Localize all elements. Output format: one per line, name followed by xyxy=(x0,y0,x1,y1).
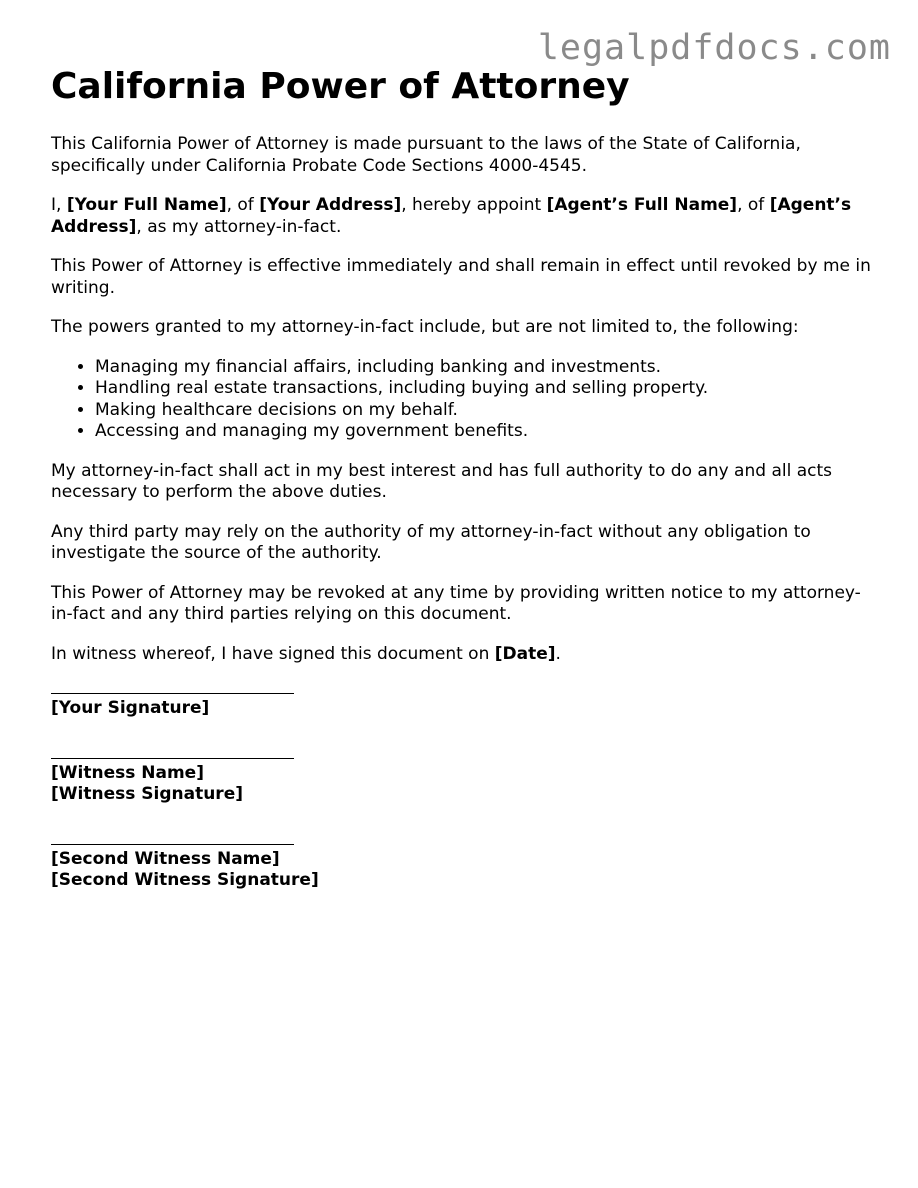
appointment-paragraph xyxy=(51,195,871,238)
list-item: • Accessing and managing my government benefits. xyxy=(95,421,871,443)
list-item: • Making healthcare decisions on my behalf. xyxy=(95,400,871,422)
signature-line xyxy=(51,758,294,759)
revocation-paragraph: This Power of Attorney may be revoked at any time by providing written notice to my attorney-in-fact and any third parties relying on this document. xyxy=(51,582,861,624)
third-party-paragraph: Any third party may rely on the authority of my attorney-in-fact without any obligation to investigate the source of the authority. xyxy=(51,521,811,563)
witness-signature-label: [Witness Signature] xyxy=(51,784,243,804)
appointment-suffix: , as my attorney-in-fact. xyxy=(136,216,342,237)
witness-clause-end: . xyxy=(555,643,561,664)
second-witness-signature-block xyxy=(51,844,871,892)
list-item: • Managing my financial affairs, including banking and investments. xyxy=(95,357,871,379)
signature-line xyxy=(51,693,294,694)
agent-address-field: [Agent’s Address] xyxy=(51,195,852,237)
your-signature-block xyxy=(51,693,871,720)
document-title: California Power of Attorney xyxy=(51,66,630,107)
powers-list xyxy=(51,357,871,443)
signature-section xyxy=(51,693,871,892)
site-watermark: legalpdfdocs.com xyxy=(537,28,891,68)
agent-full-name-field: [Agent’s Full Name] xyxy=(546,195,738,215)
signature-line xyxy=(51,844,294,845)
witness-name-label: [Witness Name] xyxy=(51,762,204,783)
appointment-of-1: , of xyxy=(226,195,254,215)
your-full-name-field: [Your Full Name] xyxy=(66,195,227,215)
effective-paragraph: This Power of Attorney is effective immediately and shall remain in effect until revoked by me in writing. xyxy=(51,256,871,298)
appointment-prefix: I, xyxy=(51,195,62,215)
your-signature-label: [Your Signature] xyxy=(51,698,210,718)
intro-paragraph: This California Power of Attorney is made pursuant to the laws of the State of California, specifically under California Probate Code Sections 4000-4545. xyxy=(51,134,801,176)
best-interest-paragraph: My attorney-in-fact shall act in my best interest and has full authority to do any and all acts necessary to perform the above duties. xyxy=(51,460,832,502)
witness-signature-block xyxy=(51,758,871,806)
witness-clause-text: In witness whereof, I have signed this document on xyxy=(51,643,490,664)
witness-clause-paragraph xyxy=(51,644,871,666)
date-field: [Date] xyxy=(494,643,556,664)
your-address-field: [Your Address] xyxy=(259,195,402,215)
second-witness-signature-label: [Second Witness Signature] xyxy=(51,870,319,890)
document-body xyxy=(51,64,871,930)
appointment-appoint-text: , hereby appoint xyxy=(401,195,542,215)
appointment-of-2: , of xyxy=(737,195,765,215)
second-witness-name-label: [Second Witness Name] xyxy=(51,848,280,869)
powers-intro-paragraph: The powers granted to my attorney-in-fact include, but are not limited to, the following: xyxy=(51,317,799,337)
list-item: • Handling real estate transactions, including buying and selling property. xyxy=(95,378,871,400)
